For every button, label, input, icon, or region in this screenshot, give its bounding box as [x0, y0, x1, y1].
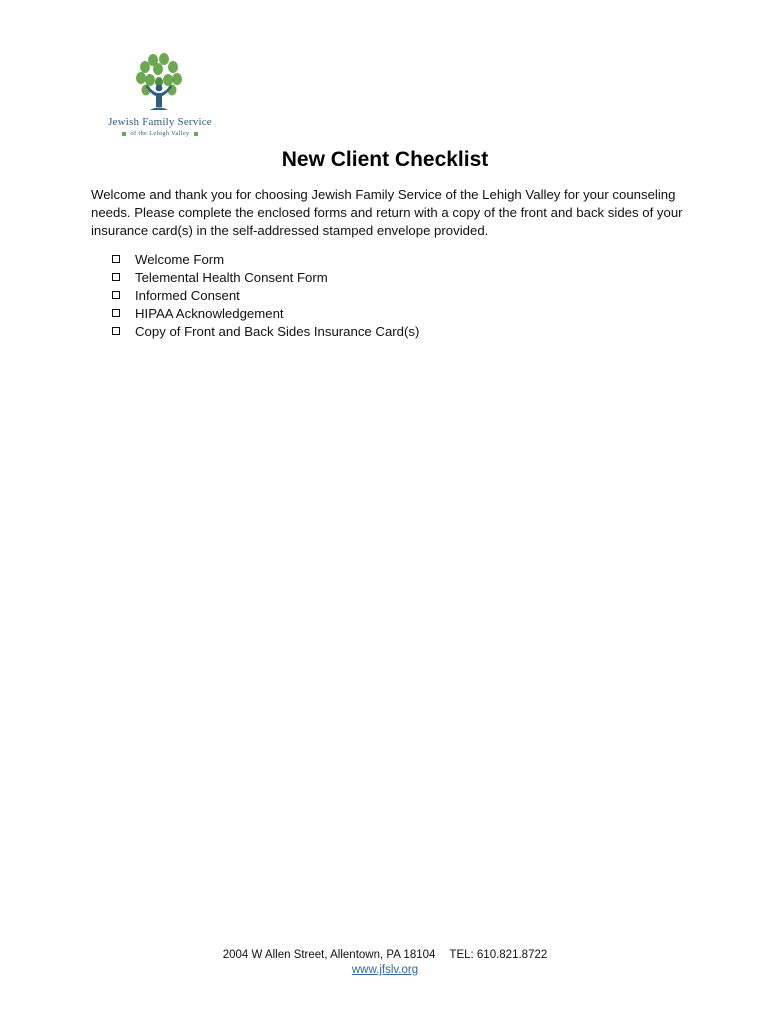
page-title: New Client Checklist [281, 148, 489, 171]
checkbox-icon[interactable] [112, 273, 120, 281]
checklist-item[interactable] [112, 304, 419, 322]
organization-logo [95, 52, 225, 138]
logo-organization-name: Jewish Family Service [108, 116, 212, 128]
logo-bullet-right [194, 132, 198, 136]
checklist [112, 250, 419, 340]
checklist-item-label: Informed Consent [135, 287, 240, 303]
checkbox-icon[interactable] [112, 327, 120, 335]
checkbox-icon[interactable] [112, 291, 120, 299]
logo-tagline-text: of the Lehigh Valley [130, 130, 190, 137]
footer-phone: TEL: 610.821.8722 [449, 949, 548, 961]
checklist-item[interactable] [112, 250, 419, 268]
footer-address: 2004 W Allen Street, Allentown, PA 18104 [222, 949, 436, 961]
intro-paragraph: Welcome and thank you for choosing Jewish Family Service of the Lehigh Valley for your counseling needs. Please complete the enclosed forms and return with a copy of the front and back sides of your insurance card(s) in the self-addressed stamped envelope provided. [91, 187, 683, 238]
checkbox-icon[interactable] [112, 309, 120, 317]
checklist-item[interactable] [112, 268, 419, 286]
checkbox-icon[interactable] [112, 255, 120, 263]
checklist-item-label: Welcome Form [135, 251, 225, 267]
checklist-item[interactable] [112, 286, 419, 304]
logo-tagline [95, 130, 225, 137]
checklist-item-label: Copy of Front and Back Sides Insurance Card(s) [135, 323, 420, 339]
logo-bullet-left [122, 132, 126, 136]
checklist-item-label: HIPAA Acknowledgement [135, 305, 284, 321]
footer-website-link[interactable]: www.jfslv.org [351, 964, 419, 976]
checklist-item[interactable] [112, 322, 419, 340]
checklist-item-label: Telemental Health Consent Form [135, 269, 328, 285]
tree-person-icon [133, 52, 185, 114]
page-footer [0, 948, 770, 978]
footer-contact-line [0, 948, 770, 963]
